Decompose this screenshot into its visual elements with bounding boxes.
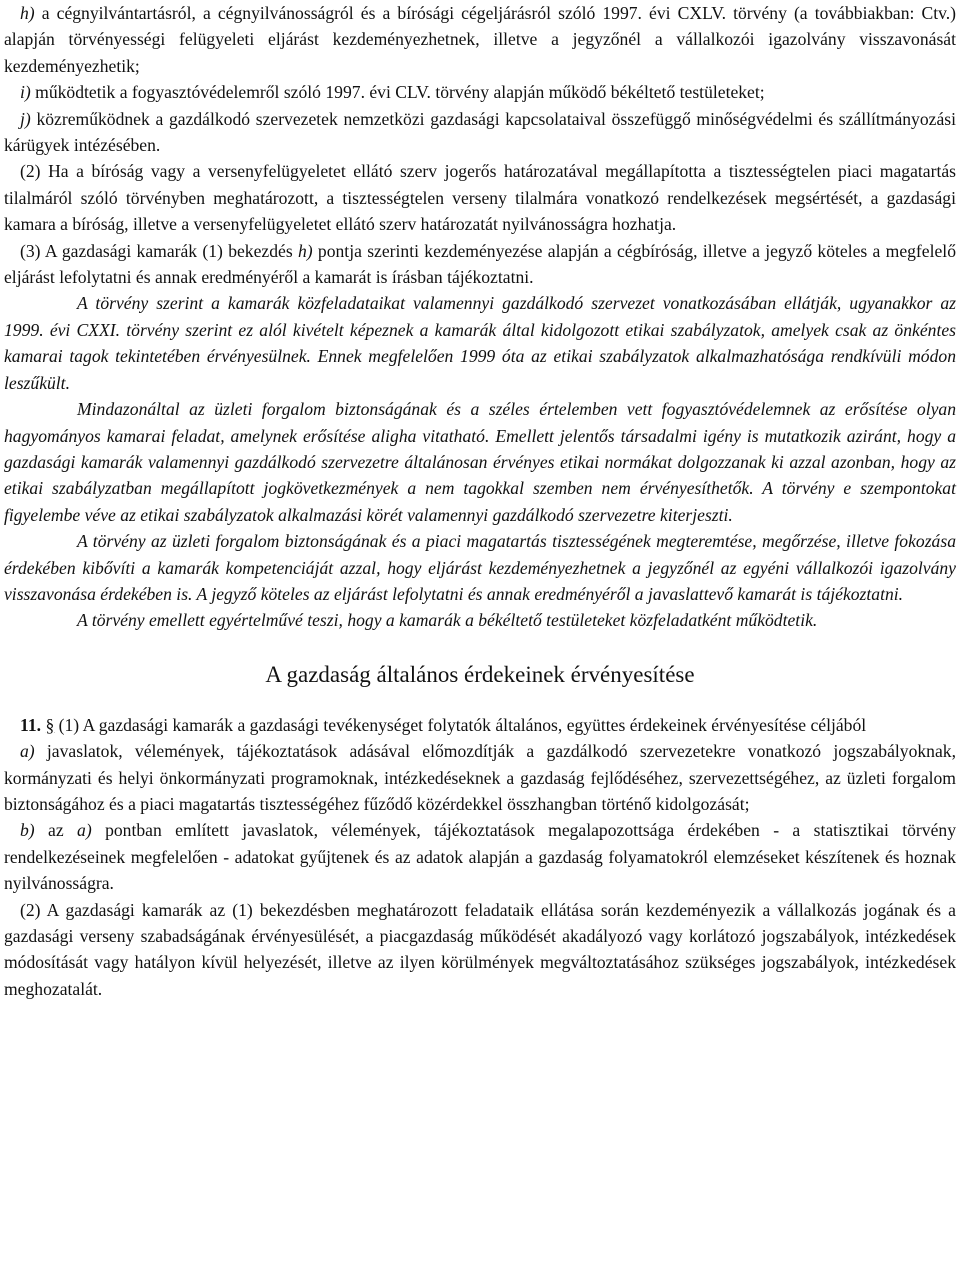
- section-11-item-b: [4, 817, 956, 896]
- section-11-paragraph-1-text: (1) A gazdasági kamarák a gazdasági tevékenységet folytatók általános, együttes érdekeinek érvényesítése céljából: [58, 714, 867, 735]
- paragraph-h: [4, 0, 956, 79]
- section-11-item-a-text: javaslatok, vélemények, tájékoztatások adásával előmozdítják a gazdálkodó szervezetekre vonatkozó jogszabályoknak, kormányzati és helyi önkormányzati programoknak, intézkedéseknek a gazdaság fejlődéséhez, szervezettségéhez, az üzleti forgalom biztonságához és a piaci magatartás tisztességéhez fűződő közérdekkel összhangban történő kidolgozását;: [4, 741, 956, 814]
- section-heading: A gazdaság általános érdekeinek érvényesítése: [265, 661, 695, 687]
- section-sign: §: [45, 714, 55, 735]
- paragraph-h-text: a cégnyilvántartásról, a cégnyilvánosságról és a bírósági cégeljárásról szóló 1997. évi CXLV. törvény (a továbbiakban: Ctv.) alapján törvényességi felügyeleti eljárást kezdeményezhetnek, illetve a jegyzőnél a vállalkozói igazolvány visszavonását kezdeményezhetik;: [4, 3, 956, 76]
- commentary-paragraph-4: A törvény emellett egyértelművé teszi, hogy a kamarák a békéltető testületeket közfeladatként működtetik.: [77, 610, 818, 631]
- item-marker-a: a): [20, 741, 35, 762]
- item-marker-j: j): [20, 108, 31, 129]
- section-11-item-b-after: pontban említett javaslatok, vélemények, tájékoztatások megalapozottsága érdekében - a statisztikai törvény rendelkezéseinek megfelelően - adatokat gyűjtenek és az adatok alapján a gazdaság folyamatokról elemzéseket készítenek és hoznak nyilvánosságra.: [4, 820, 956, 894]
- section-11-item-a: [4, 738, 956, 817]
- paragraph-3-after: pontja szerinti kezdeményezése alapján a cégbíróság, illetve a jegyző köteles a megfelelő eljárást lefolytatni és annak eredményéről a kamarát is írásban tájékoztatni.: [4, 240, 956, 288]
- paragraph-j: [4, 106, 956, 159]
- paragraph-i-text: működtetik a fogyasztóvédelemről szóló 1997. évi CLV. törvény alapján működő békéltető testületeket;: [35, 82, 765, 103]
- section-11-paragraph-2: (2) A gazdasági kamarák az (1) bekezdésben meghatározott feladataik ellátása során kezdeményezik a vállalkozás jogának és a gazdasági verseny szabadságának érvényesülését, a piacgazdaság működését akadályozó vagy korlátozó jogszabályok, intézkedések módosítását vagy hatályon kívül helyezését, illetve az ilyen körülmények megváltoztatásához szükséges jogszabályok, intézkedések meghozatalát.: [4, 899, 956, 999]
- document-page: [4, 0, 956, 1002]
- item-marker-b: b): [20, 820, 35, 841]
- paragraph-3: [4, 238, 956, 291]
- commentary-paragraph-2: Mindazonáltal az üzleti forgalom biztonságának és a széles értelemben vett fogyasztóvédelemnek az erősítése olyan hagyományos kamarai feladat, amelynek erősítése aligha vitatható. Emellett jelentős társadalmi igény is mutatkozik aziránt, hogy a gazdasági kamarák valamennyi gazdálkodó szervezetre általánosan érvényes etikai normákat dolgozzanak ki azzal azonban, hogy az etikai szabályzatban megállapított jogkövetkezmények a nem tagokkal szemben nem érvényesíthetők. A törvény e szempontokat figyelembe véve az etikai szabályzatok alkalmazási körét valamennyi gazdálkodó szervezetre kiterjeszti.: [4, 399, 956, 525]
- item-marker-i: i): [20, 82, 31, 103]
- paragraph-2: (2) Ha a bíróság vagy a versenyfelügyeletet ellátó szerv jogerős határozatával megállapította a tisztességtelen piaci magatartás tilalmáról szóló törvényben meghatározott, a tisztességtelen verseny tilalmára vonatkozó rendelkezések megsértését, a gazdasági kamara a bíróság, illetve a versenyfelügyeletet ellátó szerv határozatát nyilvánosságra hozhatja.: [4, 161, 956, 235]
- paragraph-j-text: közreműködnek a gazdálkodó szervezetek nemzetközi gazdasági kapcsolataival összefüggő minőségvédelmi és szállítmányozási kárügyek intézésében.: [4, 108, 956, 156]
- commentary-paragraph-1: A törvény szerint a kamarák közfeladataikat valamennyi gazdálkodó szervezet vonatkozásában ellátják, ugyanakkor az 1999. évi CXXI. törvény szerint ez alól kivételt képeznek a kamarák által kidolgozott etikai szabályzatok, amelyek csak az önkéntes kamarai tagok tekintetében érvényesülnek. Ennek megfelelően 1999 óta az etikai szabályzatok alkalmazhatósága rendkívüli módon leszűkült.: [4, 293, 956, 393]
- section-11-item-b-before: az: [48, 820, 78, 841]
- paragraph-i: [4, 79, 956, 105]
- section-11-paragraph-1: [4, 712, 956, 738]
- section-11-item-b-ref: a): [77, 820, 92, 841]
- item-marker-h: h): [20, 3, 35, 23]
- section-number: 11.: [20, 714, 42, 735]
- paragraph-3-before: (3) A gazdasági kamarák (1) bekezdés: [20, 240, 298, 261]
- paragraph-3-marker: h): [297, 240, 313, 261]
- commentary-paragraph-3: A törvény az üzleti forgalom biztonságának és a piaci magatartás tisztességének megteremtése, megőrzése, illetve fokozása érdekében kibővíti a kamarák kompetenciáját azzal, hogy eljárást kezdeményezhetnek a jegyzőnél az egyéni vállalkozói igazolvány visszavonása érdekében is. A jegyző köteles az eljárást lefolytatni és annak eredményéről a javaslattevő kamarát is tájékoztatni.: [4, 531, 956, 604]
